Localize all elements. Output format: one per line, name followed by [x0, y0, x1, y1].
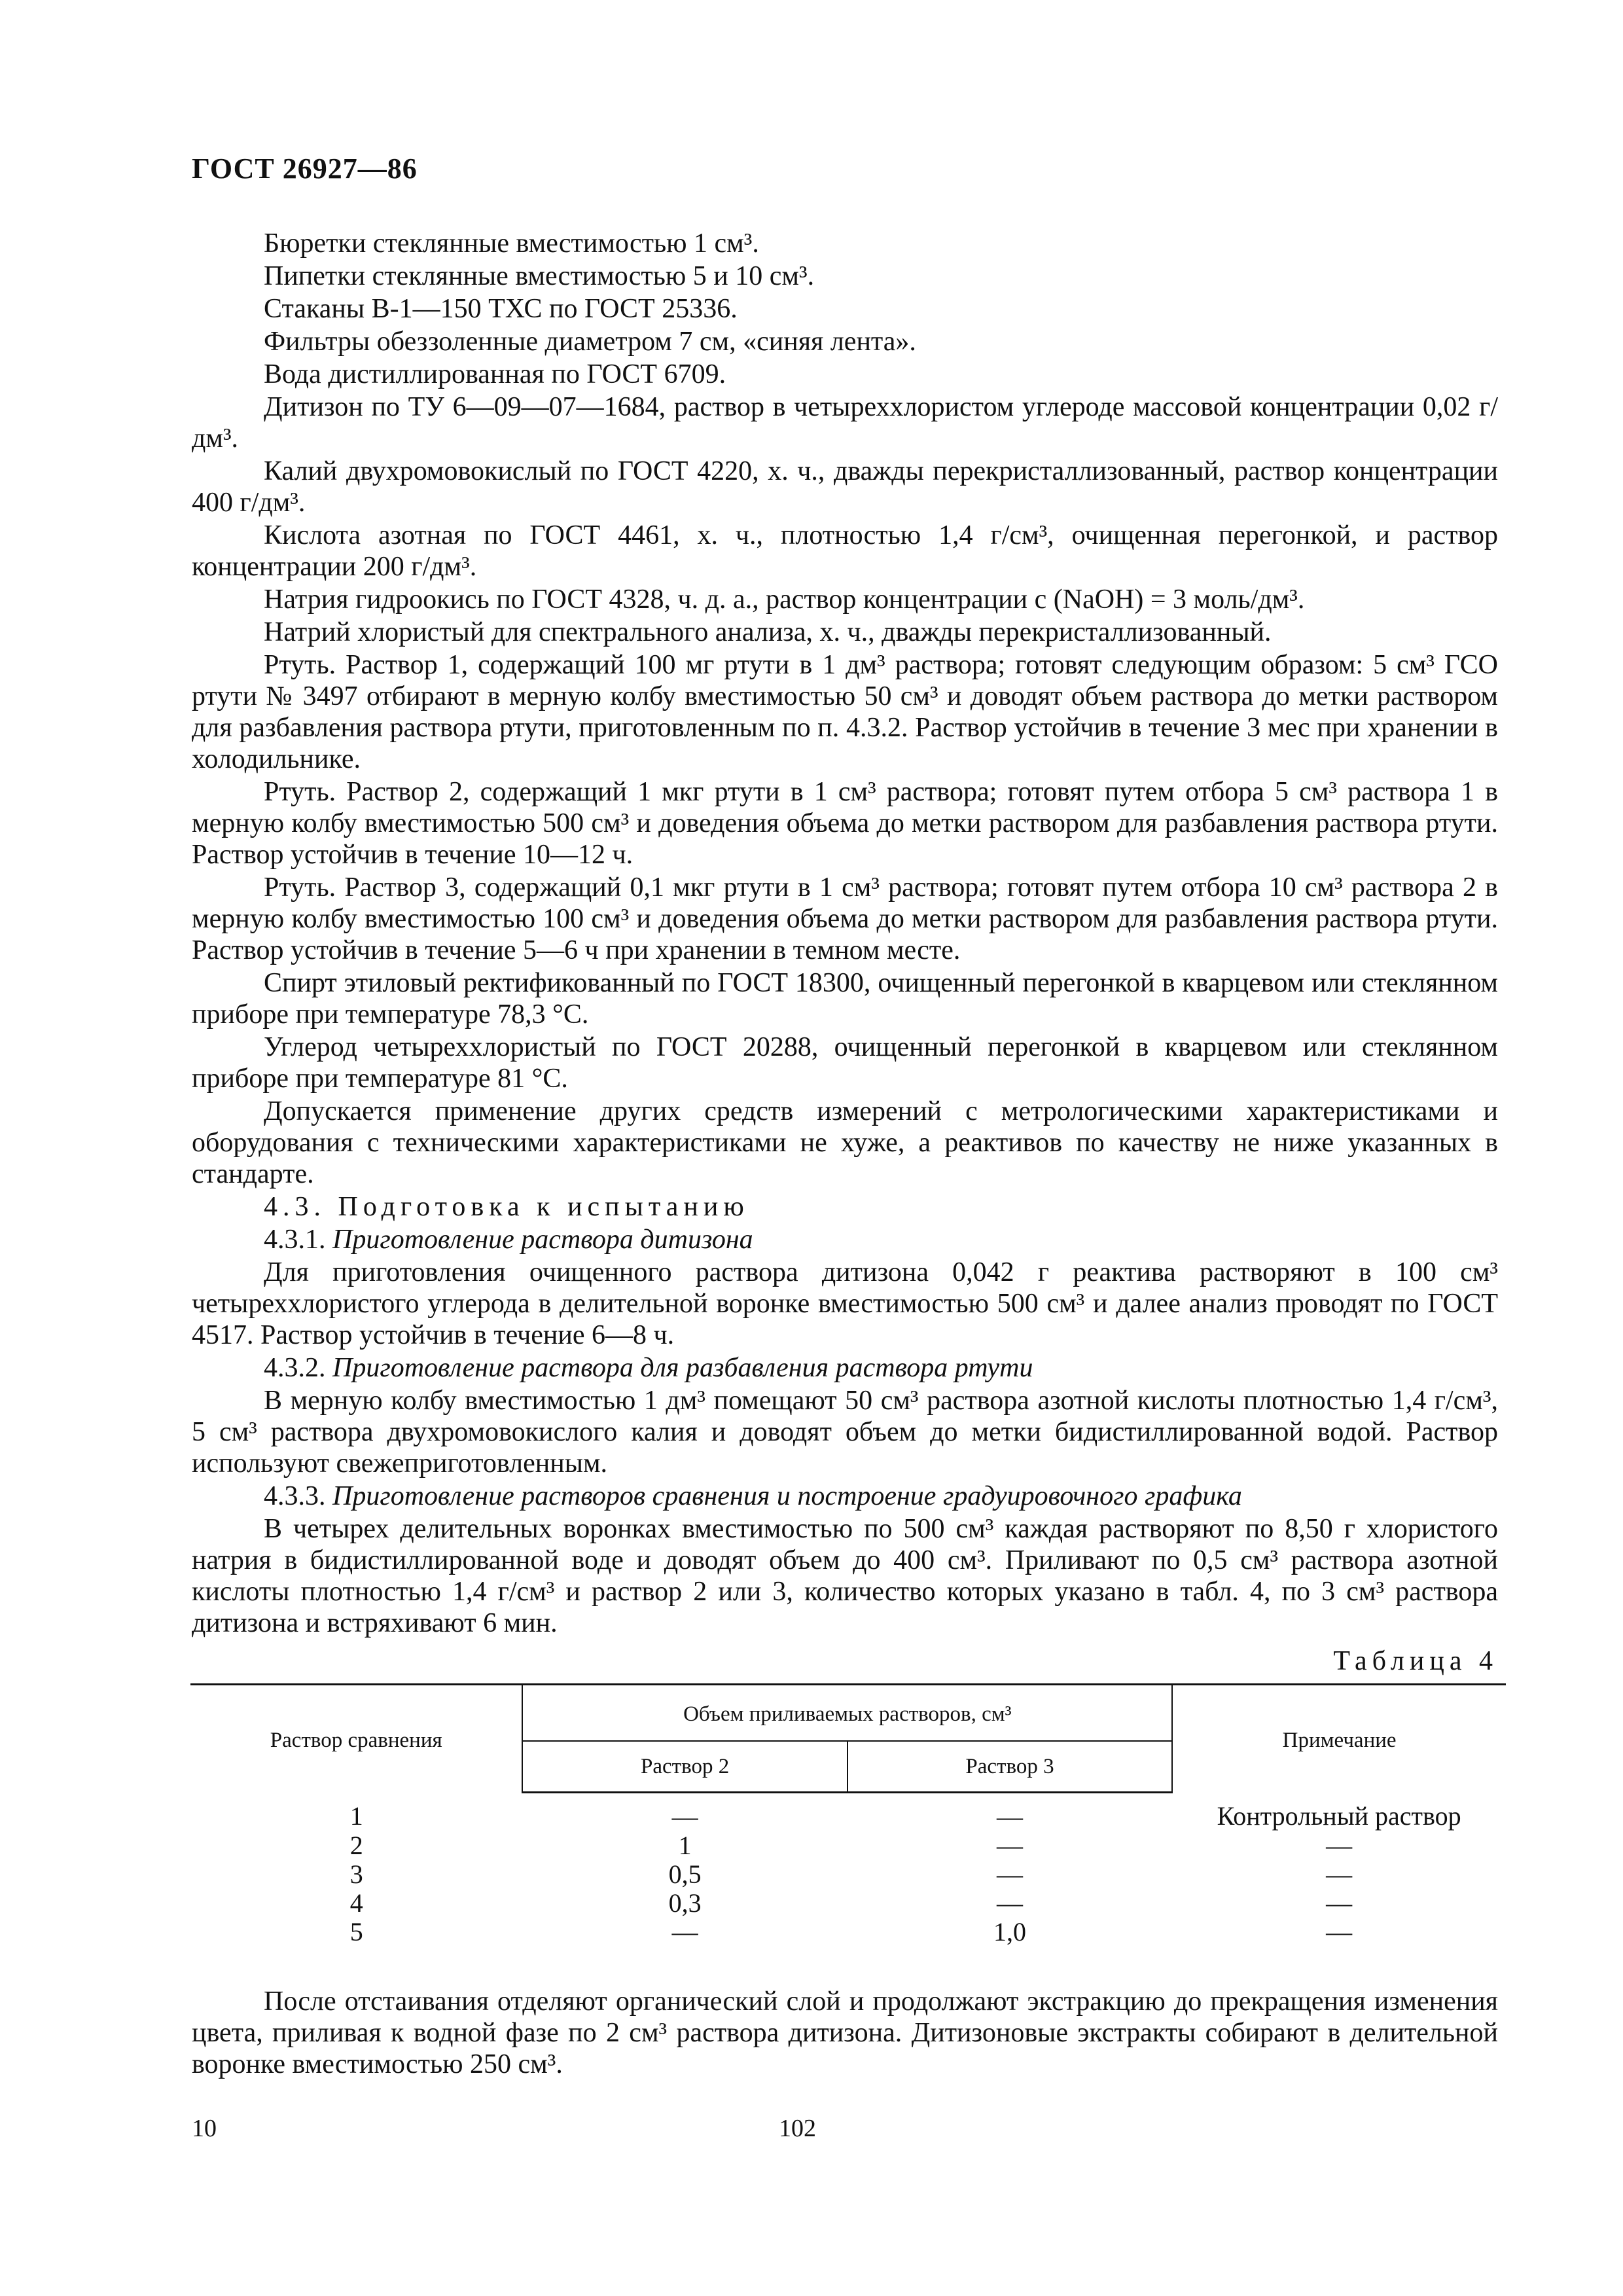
- cell-note: —: [1326, 1888, 1353, 1918]
- cell-solution-3: —: [996, 1831, 1023, 1860]
- paragraph: Ртуть. Раствор 1, содержащий 100 мг ртути в 1 дм³ раствора; готовят следующим образом: 5 см³ ГСО ртути № 3497 отбирают в мерную колбу вместимостью 50 см³ и доводят объем раствора до метки раствором для разбавления раствора ртути, приготовленным по п. 4.3.2. Раствор устойчив в течение 3 мес при хранении в холодильнике.: [192, 650, 1498, 774]
- paragraph: Натрий хлористый для спектрального анализа, х. ч., дважды перекристаллизованный.: [264, 617, 1272, 647]
- paragraph: Спирт этиловый ректификованный по ГОСТ 18300, очищенный перегонкой в кварцевом или стеклянном приборе при температуре 78,3 °С.: [192, 968, 1498, 1030]
- paragraph: Фильтры обеззоленные диаметром 7 см, «синяя лента».: [264, 327, 916, 357]
- paragraph: Допускается применение других средств измерений с метрологическими характеристиками и оборудования с техническими характеристиками не хуже, а реактивов по качеству не ниже указанных в стандарте.: [192, 1096, 1498, 1189]
- cell-solution-3: —: [996, 1802, 1023, 1831]
- page-number-center: 102: [779, 2115, 816, 2142]
- paragraph: Бюретки стеклянные вместимостью 1 см³.: [264, 228, 759, 259]
- subsection-title: Приготовление растворов сравнения и построение градуировочного графика: [332, 1481, 1242, 1511]
- table-row: [190, 1889, 1506, 1918]
- cell-number: 4: [349, 1888, 363, 1918]
- column-header-solution-3: Раствор 3: [847, 1741, 1172, 1793]
- paragraph: Пипетки стеклянные вместимостью 5 и 10 см³.: [264, 261, 815, 291]
- page-number-left: 10: [192, 2115, 217, 2142]
- cell-solution-3: 1,0: [993, 1917, 1026, 1946]
- subsection-number: 4.3.1.: [264, 1225, 326, 1255]
- subsection-heading: [192, 1352, 1498, 1384]
- table-row: [190, 1918, 1506, 1946]
- table-row: [190, 1831, 1506, 1860]
- cell-number: 3: [349, 1859, 363, 1889]
- cell-note: —: [1326, 1859, 1353, 1889]
- paragraph: Ртуть. Раствор 3, содержащий 0,1 мкг ртути в 1 см³ раствора; готовят путем отбора 10 см³ раствора 2 в мерную колбу вместимостью 100 см³ и доведения объема до метки раствором для разбавления раствора ртути. Раствор устойчив в течение 5—6 ч при хранении в темном месте.: [192, 872, 1498, 965]
- subsection-number: 4.3.3.: [264, 1481, 326, 1511]
- paragraph: Кислота азотная по ГОСТ 4461, х. ч., плотностью 1,4 г/см³, очищенная перегонкой, и раствор концентрации 200 г/дм³.: [192, 520, 1498, 582]
- cell-note: —: [1326, 1917, 1353, 1946]
- data-table: [190, 1683, 1506, 1946]
- paragraph: Дитизон по ТУ 6—09—07—1684, раствор в четыреххлористом углероде массовой концентрации 0,02 г/дм³.: [192, 392, 1498, 454]
- paragraph: В мерную колбу вместимостью 1 дм³ помещают 50 см³ раствора азотной кислоты плотностью 1,4 г/см³, 5 см³ раствора двухромовокислого калия и доводят объем до метки бидистиллированной водой. Раствор используют свежеприготовленным.: [192, 1386, 1498, 1479]
- paragraph: Ртуть. Раствор 2, содержащий 1 мкг ртути в 1 см³ раствора; готовят путем отбора 5 см³ раствора 1 в мерную колбу вместимостью 500 см³ и доведения объема до метки раствором для разбавления раствора ртути. Раствор устойчив в течение 10—12 ч.: [192, 777, 1498, 870]
- cell-number: 2: [349, 1831, 363, 1860]
- column-header-solution-2: Раствор 2: [522, 1741, 847, 1793]
- paragraph: Калий двухромовокислый по ГОСТ 4220, х. ч., дважды перекристаллизованный, раствор концентрации 400 г/дм³.: [192, 456, 1498, 518]
- subsection-heading: [192, 1480, 1498, 1512]
- document-body: [192, 228, 1498, 2081]
- cell-number: 5: [349, 1917, 363, 1946]
- subsection-number: 4.3.2.: [264, 1353, 326, 1383]
- subsection-title: Приготовление раствора для разбавления раствора ртути: [332, 1353, 1033, 1383]
- column-header-solution: Раствор сравнения: [190, 1685, 522, 1793]
- cell-solution-2: 1: [678, 1831, 692, 1860]
- paragraph: Стаканы В-1—150 ТХС по ГОСТ 25336.: [264, 294, 738, 324]
- cell-solution-3: —: [996, 1888, 1023, 1918]
- table-row: [190, 1793, 1506, 1832]
- table-row: [190, 1860, 1506, 1889]
- paragraph: В четырех делительных воронках вместимостью по 500 см³ каждая растворяют по 8,50 г хлористого натрия в бидистиллированной воде и доводят объем до 400 см³. Приливают по 0,5 см³ раствора азотной кислоты плотностью 1,4 г/см³ и раствор 2 или 3, количество которых указано в табл. 4, по 3 см³ раствора дитизона и встряхивают 6 мин.: [192, 1514, 1498, 1638]
- standard-code: ГОСТ 26927—86: [192, 152, 418, 185]
- paragraph: Вода дистиллированная по ГОСТ 6709.: [264, 359, 726, 389]
- table-caption: Таблица 4: [1333, 1646, 1498, 1676]
- cell-solution-2: —: [671, 1802, 698, 1831]
- column-group-header: Объем приливаемых растворов, см³: [522, 1685, 1172, 1742]
- paragraph: Для приготовления очищенного раствора дитизона 0,042 г реактива растворяют в 100 см³ четыреххлористого углерода в делительной воронке вместимостью 500 см³ и далее анализ проводят по ГОСТ 4517. Раствор устойчив в течение 6—8 ч.: [192, 1257, 1498, 1350]
- cell-solution-2: 0,3: [668, 1888, 702, 1918]
- subsection-heading: [192, 1224, 1498, 1255]
- subsection-title: Приготовление раствора дитизона: [332, 1225, 753, 1255]
- column-header-note: Примечание: [1172, 1685, 1506, 1793]
- paragraph: Натрия гидроокись по ГОСТ 4328, ч. д. а., раствор концентрации с (NaOH) = 3 моль/дм³.: [264, 584, 1305, 615]
- cell-solution-2: —: [671, 1917, 698, 1946]
- cell-note: —: [1326, 1831, 1353, 1860]
- paragraph: Углерод четыреххлористый по ГОСТ 20288, очищенный перегонкой в кварцевом или стеклянном приборе при температуре 81 °С.: [192, 1032, 1498, 1094]
- cell-number: 1: [349, 1801, 363, 1831]
- cell-note: Контрольный раствор: [1217, 1801, 1461, 1831]
- cell-solution-3: —: [996, 1859, 1023, 1889]
- cell-solution-2: 0,5: [668, 1859, 702, 1889]
- section-heading: 4.3. Подготовка к испытанию: [264, 1192, 749, 1222]
- paragraph: После отстаивания отделяют органический слой и продолжают экстракцию до прекращения изменения цвета, приливая к водной фазе по 2 см³ раствора дитизона. Дитизоновые экстракты собирают в делительной воронке вместимостью 250 см³.: [192, 1986, 1498, 2079]
